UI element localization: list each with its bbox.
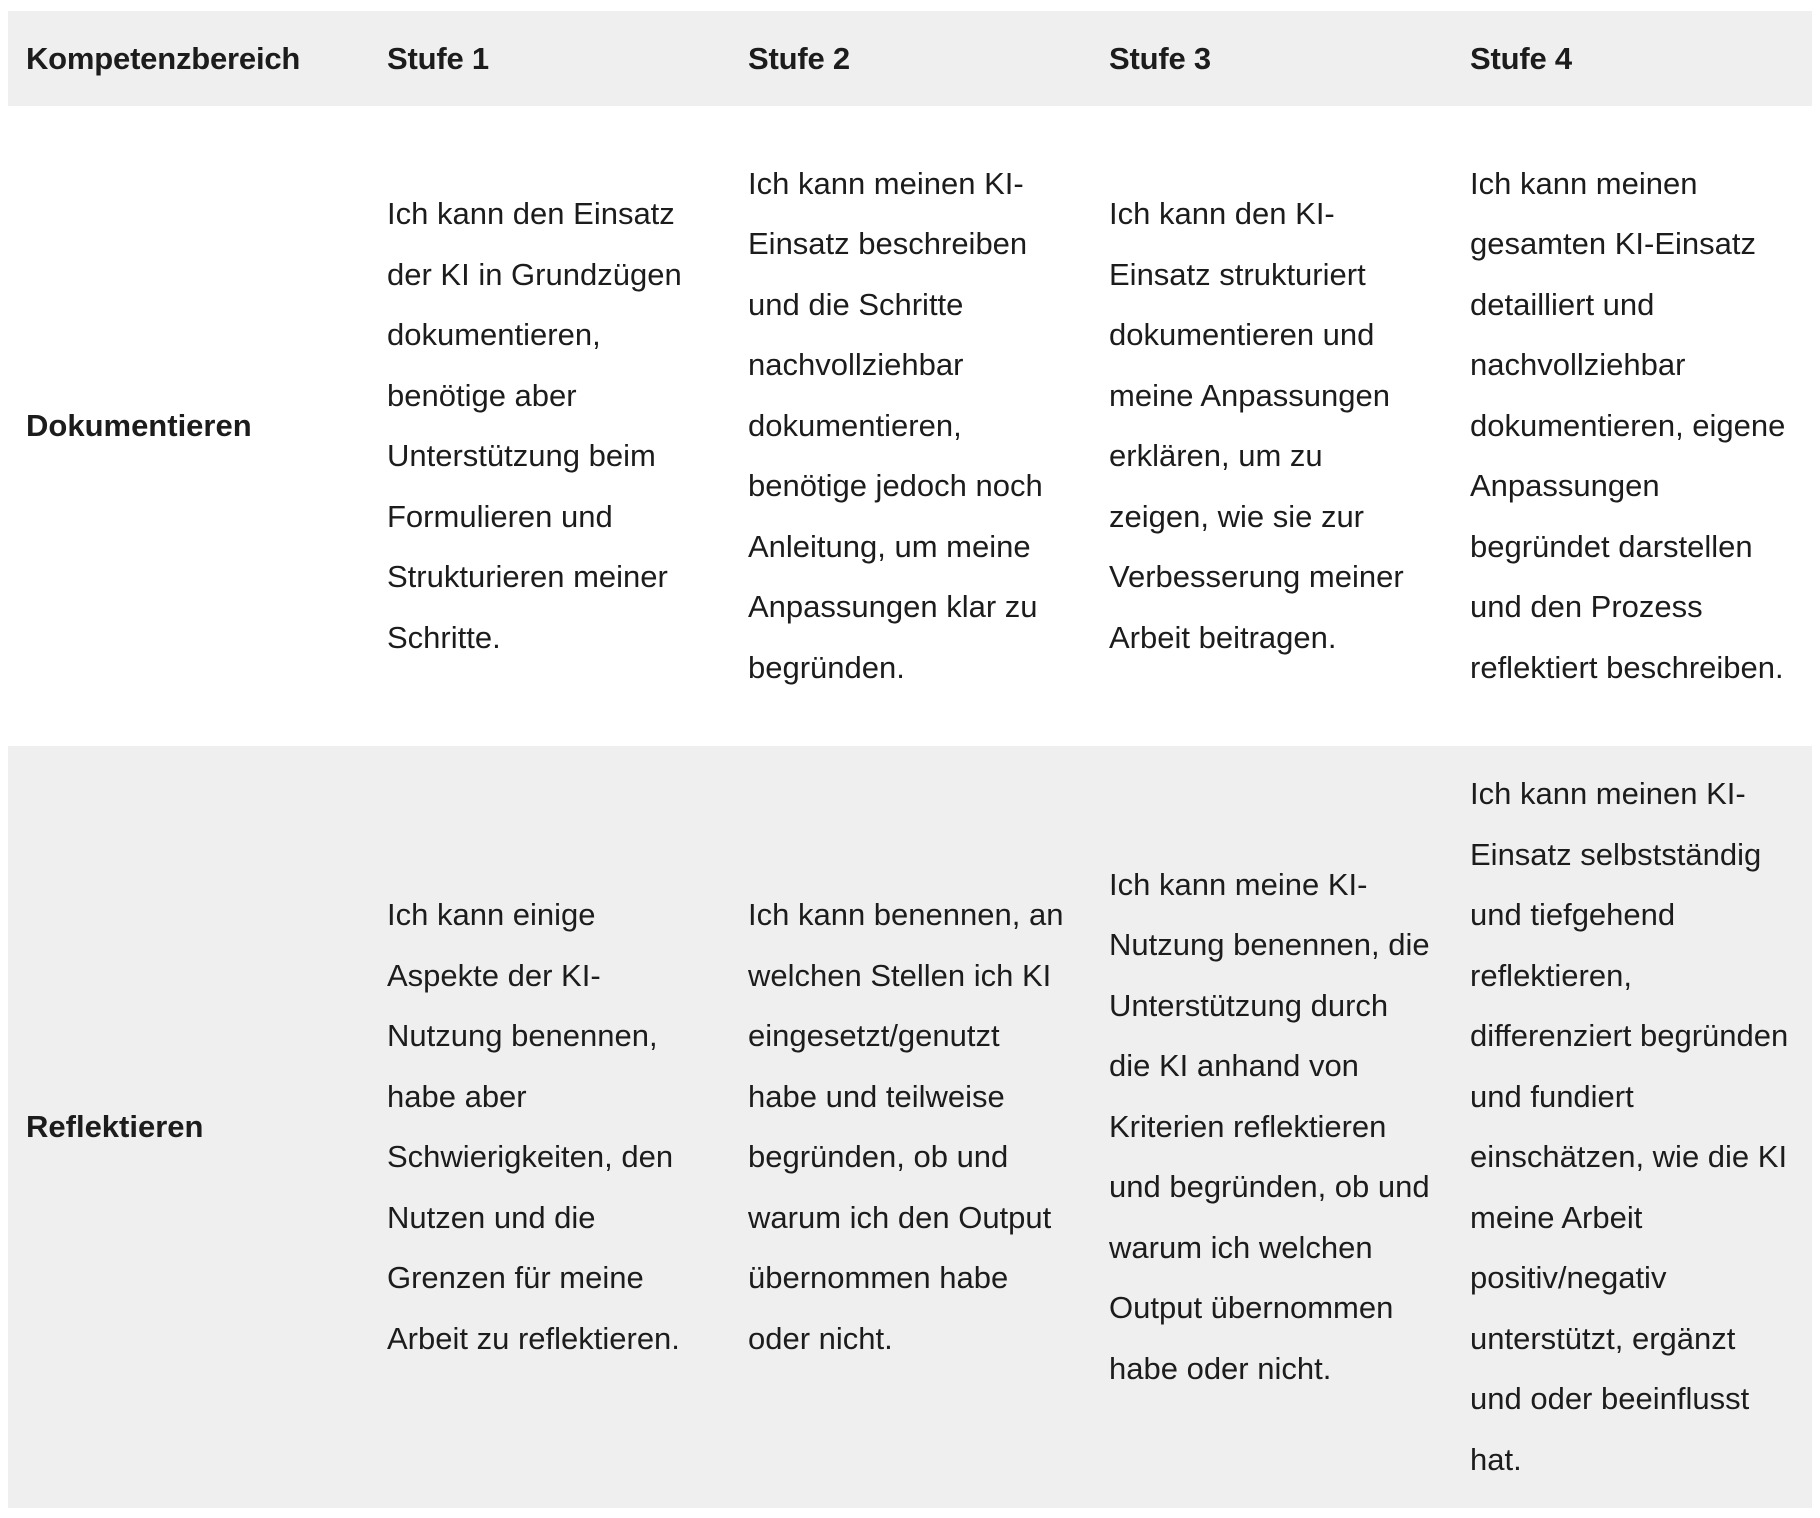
header-stufe-2: Stufe 2 [748, 40, 850, 76]
cell-reflektieren-stufe-1: Ich kann einige Aspekte der KI-Nutzung benennen, habe aber Schwierigkeiten, den Nutzen und die Grenzen für meine Arbeit zu reflektieren. [387, 897, 680, 1356]
header-row [8, 11, 1812, 106]
table-body [8, 106, 1812, 1508]
header-stufe-1: Stufe 1 [387, 40, 489, 76]
cell-reflektieren-stufe-2: Ich kann benennen, an welchen Stellen ich KI eingesetzt/genutzt habe und teilweise begründen, ob und warum ich den Output übernommen habe oder nicht. [748, 897, 1064, 1356]
cell-dokumentieren-stufe-1: Ich kann den Einsatz der KI in Grundzügen dokumentieren, benötige aber Unterstützung beim Formulieren und Strukturieren meiner Schritte. [387, 196, 682, 655]
cell-dokumentieren-stufe-3: Ich kann den KI-Einsatz strukturiert dokumentieren und meine Anpassungen erklären, um zu zeigen, wie sie zur Verbesserung meiner Arbeit beitragen. [1109, 196, 1404, 655]
header-stufe-3: Stufe 3 [1109, 40, 1211, 76]
header-kompetenzbereich: Kompetenzbereich [26, 40, 301, 76]
table-header [8, 11, 1812, 106]
table-row-reflektieren [8, 746, 1812, 1508]
competency-rubric-table [8, 11, 1812, 1508]
cell-reflektieren-stufe-3: Ich kann meine KI-Nutzung benennen, die Unterstützung durch die KI anhand von Kriterien reflektieren und begründen, ob und warum ich welchen Output übernommen habe oder nicht. [1109, 866, 1430, 1386]
cell-dokumentieren-stufe-2: Ich kann meinen KI-Einsatz beschreiben und die Schritte nachvollziehbar dokumentieren, benötige jedoch noch Anleitung, um meine Anpassungen klar zu begründen. [748, 165, 1043, 685]
area-label-reflektieren: Reflektieren [26, 1109, 204, 1144]
table-row-dokumentieren [8, 106, 1812, 746]
area-label-dokumentieren: Dokumentieren [26, 408, 252, 443]
header-stufe-4: Stufe 4 [1470, 40, 1572, 76]
cell-dokumentieren-stufe-4: Ich kann meinen gesamten KI-Einsatz detailliert und nachvollziehbar dokumentieren, eigene Anpassungen begründet darstellen und den Prozess reflektiert beschreiben. [1470, 165, 1786, 685]
cell-reflektieren-stufe-4: Ich kann meinen KI-Einsatz selbstständig und tiefgehend reflektieren, differenziert begründen und fundiert einschätzen, wie die KI meine Arbeit positiv/negativ unterstützt, ergänzt und oder beeinflusst hat. [1470, 776, 1789, 1477]
